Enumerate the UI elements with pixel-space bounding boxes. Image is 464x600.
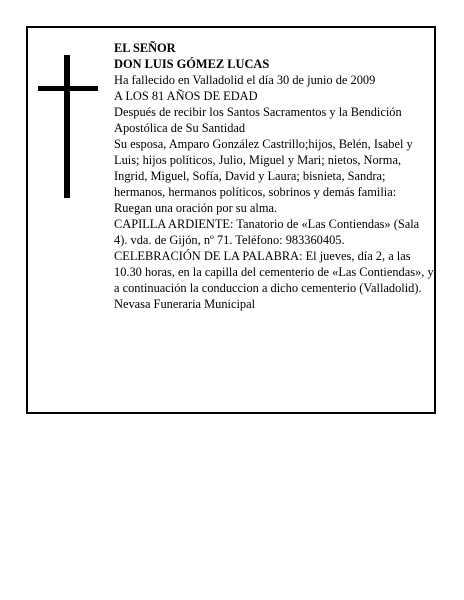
sacraments-paragraph: Después de recibir los Santos Sacramentos y la Bendición Apostólica de Su Santidad (114, 105, 402, 135)
prayer-request: Ruegan una oración por su alma. (114, 201, 278, 215)
title-line-1: EL SEÑOR (114, 41, 176, 55)
deceased-name: DON LUIS GÓMEZ LUCAS (114, 57, 270, 71)
death-announcement: Ha fallecido en Valladolid el día 30 de junio de 2009 (114, 73, 376, 87)
ceremony-paragraph: CELEBRACIÓN DE LA PALABRA: El jueves, día 2, a las 10.30 horas, en la capilla del cementerio de «Las Contiendas», y a continuación la conduccion a dicho cementerio (Valladolid). (114, 249, 434, 295)
cross-icon (38, 55, 98, 198)
chapel-paragraph: CAPILLA ARDIENTE: Tanatorio de «Las Contiendas» (Sala 4). vda. de Gijón, nº 71. Teléfono: 983360405. (114, 217, 420, 247)
age-line: A LOS 81 AÑOS DE EDAD (114, 89, 258, 103)
obituary-text (114, 40, 434, 312)
cross-horizontal-bar (38, 86, 98, 91)
cross-vertical-bar (64, 55, 70, 198)
family-paragraph: Su esposa, Amparo González Castrillo;hijos, Belén, Isabel y Luis; hijos políticos, Julio, Miguel y Mari; nietos, Norma, Ingrid, Miguel, Sofía, David y Laura; bisnieta, Sandra; hermanos, hermanos políticos, sobrinos y demás familia: (114, 137, 413, 199)
funeral-home: Nevasa Funeraria Municipal (114, 297, 256, 311)
